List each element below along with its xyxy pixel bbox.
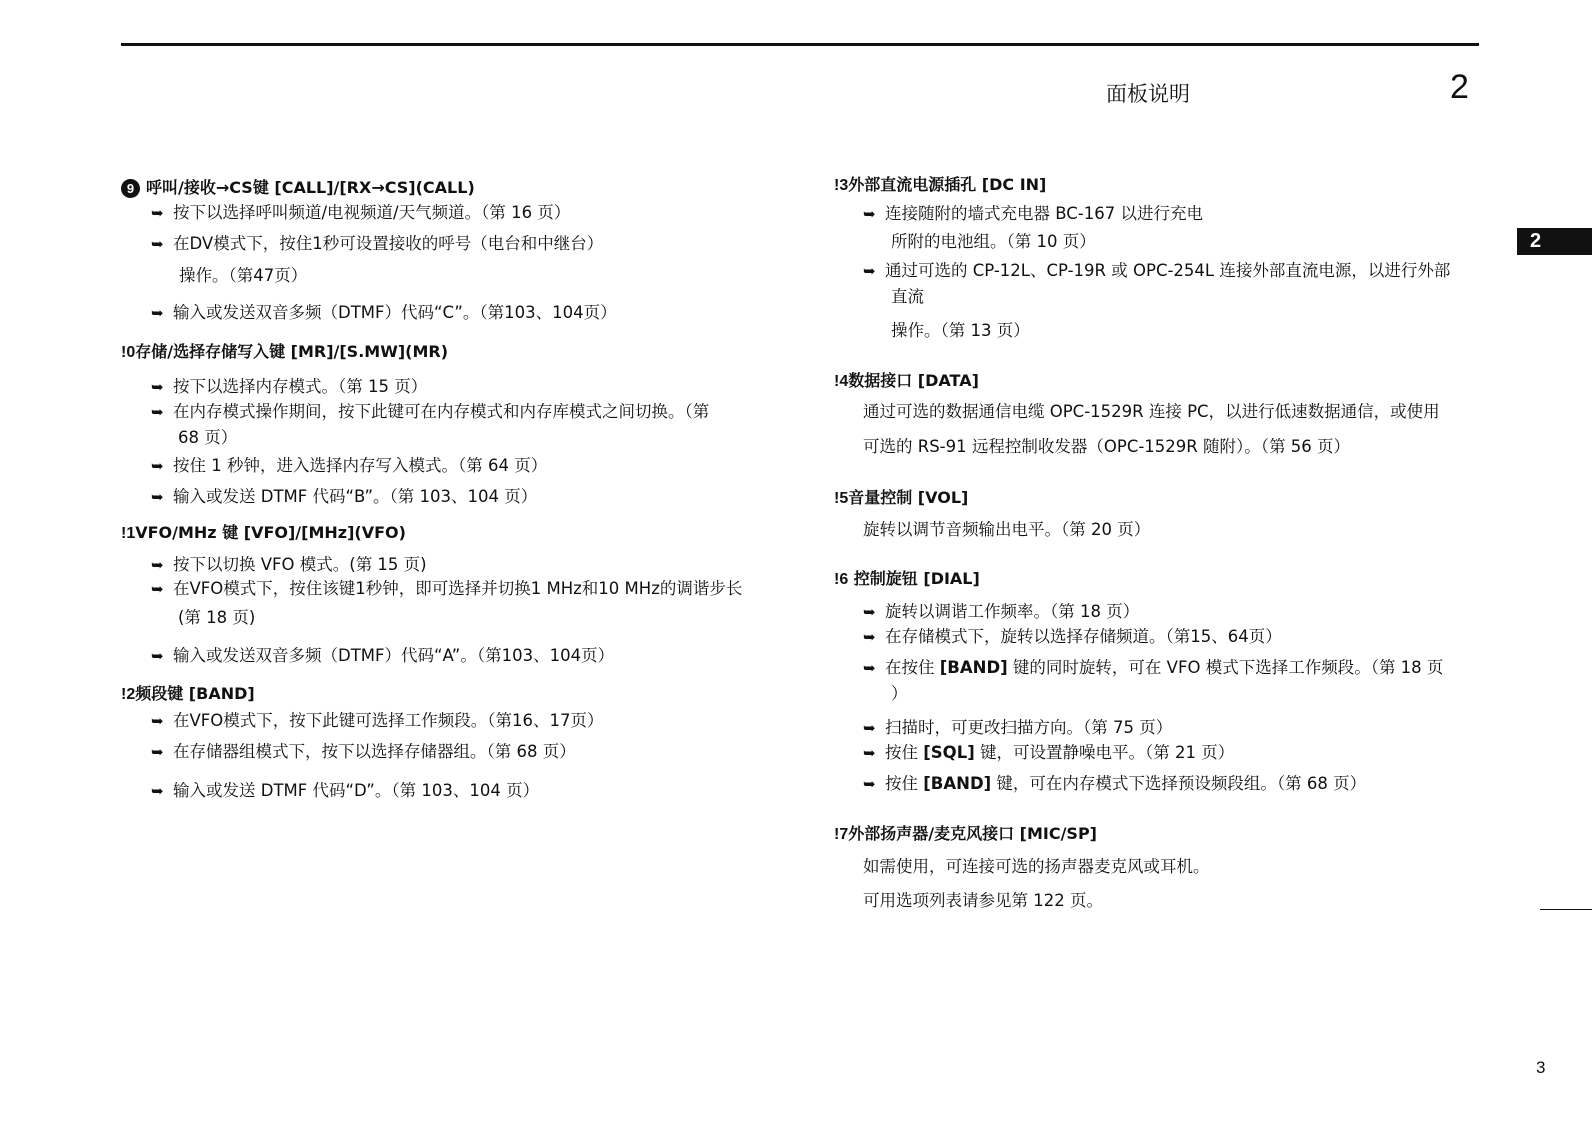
- bullet-arrow-icon: ➥: [151, 403, 164, 421]
- section-9-heading: [121, 178, 475, 198]
- bullet-arrow-icon: ➥: [151, 378, 164, 396]
- chapter-number: 2: [1450, 68, 1469, 106]
- section-marker: !5: [834, 490, 849, 507]
- section-14-heading: [834, 371, 979, 392]
- section-10-heading: [121, 342, 448, 363]
- bullet-arrow-icon: ➥: [151, 580, 164, 598]
- list-item: ➥ 在按住 [BAND] 键的同时旋转，可在 VFO 模式下选择工作频段。（第 18 页: [885, 656, 1443, 680]
- page-number: 3: [1536, 1058, 1546, 1077]
- list-item: ➥ 按下以切换 VFO 模式。(第 15 页): [173, 553, 427, 577]
- section-title: 外部直流电源插孔 [DC IN]: [848, 175, 1047, 194]
- section-marker: 9: [121, 179, 140, 198]
- bullet-arrow-icon: ➥: [863, 205, 876, 223]
- section-marker: !6: [834, 571, 849, 588]
- section-marker: !2: [121, 686, 136, 703]
- section-marker: !0: [121, 344, 136, 361]
- list-item: ➥ 按住 1 秒钟，进入选择内存写入模式。（第 64 页）: [173, 454, 547, 478]
- list-item-continuation: 操作。（第47页）: [179, 266, 308, 285]
- section-marker: !3: [834, 177, 849, 194]
- list-item: ➥ 在VFO模式下，按下此键可选择工作频段。（第16、17页）: [173, 709, 604, 733]
- bullet-arrow-icon: ➥: [151, 204, 164, 222]
- list-item-continuation: ）: [891, 684, 908, 703]
- section-marker: !7: [834, 826, 849, 843]
- bullet-arrow-icon: ➥: [151, 556, 164, 574]
- list-item-continuation: 68 页）: [178, 428, 238, 447]
- list-item: ➥ 在VFO模式下，按住该键1秒钟，即可选择并切换1 MHz和10 MHz的调谐步长: [173, 577, 742, 601]
- bullet-arrow-icon: ➥: [863, 659, 876, 677]
- list-item: ➥ 在DV模式下，按住1秒可设置接收的呼号（电台和中继台）: [173, 232, 603, 256]
- bullet-arrow-icon: ➥: [863, 628, 876, 646]
- bullet-arrow-icon: ➥: [151, 235, 164, 253]
- section-title: 呼叫/接收→CS键 [CALL]/[RX→CS](CALL): [146, 178, 475, 197]
- list-item: ➥ 在存储模式下，旋转以选择存储频道。（第15、64页）: [885, 625, 1282, 649]
- section-17-heading: [834, 824, 1097, 845]
- paragraph-line: 可选的 RS-91 远程控制收发器（OPC-1529R 随附）。（第 56 页）: [863, 437, 1350, 456]
- paragraph-line: 通过可选的数据通信电缆 OPC-1529R 连接 PC，以进行低速数据通信，或使用: [863, 402, 1440, 421]
- bullet-arrow-icon: ➥: [151, 743, 164, 761]
- list-item-continuation: 操作。（第 13 页）: [891, 321, 1030, 340]
- section-title: 数据接口 [DATA]: [848, 371, 979, 390]
- section-12-heading: [121, 684, 255, 705]
- section-title: VFO/MHz 键 [VFO]/[MHz](VFO): [135, 523, 406, 542]
- bullet-arrow-icon: ➥: [151, 304, 164, 322]
- list-item: ➥ 按下以选择内存模式。（第 15 页）: [173, 375, 427, 399]
- list-item: ➥ 通过可选的 CP-12L、CP-19R 或 OPC-254L 连接外部直流电源，以进行外部: [885, 259, 1450, 283]
- list-item: ➥ 输入或发送 DTMF 代码“D”。（第 103、104 页）: [173, 779, 539, 803]
- side-rule: [1540, 909, 1592, 910]
- bullet-arrow-icon: ➥: [863, 744, 876, 762]
- list-item: ➥ 连接随附的墙式充电器 BC-167 以进行充电: [885, 202, 1203, 226]
- section-title: 外部扬声器/麦克风接口 [MIC/SP]: [848, 824, 1097, 843]
- section-11-heading: [121, 523, 406, 544]
- list-item: ➥ 输入或发送 DTMF 代码“B”。（第 103、104 页）: [173, 485, 537, 509]
- paragraph-line: 如需使用，可连接可选的扬声器麦克风或耳机。: [863, 857, 1210, 876]
- list-item-continuation: (第 18 页): [178, 608, 256, 627]
- bullet-arrow-icon: ➥: [151, 647, 164, 665]
- top-rule: [121, 43, 1479, 46]
- section-title: 音量控制 [VOL]: [848, 488, 969, 507]
- paragraph-line: 旋转以调节音频输出电平。（第 20 页）: [863, 520, 1151, 539]
- bullet-arrow-icon: ➥: [151, 712, 164, 730]
- bullet-arrow-icon: ➥: [863, 603, 876, 621]
- list-item: ➥ 按住 [BAND] 键，可在内存模式下选择预设频段组。（第 68 页）: [885, 772, 1366, 796]
- bullet-arrow-icon: ➥: [151, 782, 164, 800]
- bullet-arrow-icon: ➥: [151, 488, 164, 506]
- list-item: ➥ 按下以选择呼叫频道/电视频道/天气频道。（第 16 页）: [173, 201, 570, 225]
- list-item: ➥ 在存储器组模式下，按下以选择存储器组。（第 68 页）: [173, 740, 576, 764]
- list-item: ➥ 在内存模式操作期间，按下此键可在内存模式和内存库模式之间切换。（第: [173, 400, 709, 424]
- bullet-arrow-icon: ➥: [863, 262, 876, 280]
- list-item: ➥ 旋转以调谐工作频率。（第 18 页）: [885, 600, 1139, 624]
- page-title: 面板说明: [1106, 82, 1190, 106]
- list-item-continuation: 直流: [891, 287, 924, 306]
- bullet-arrow-icon: ➥: [863, 775, 876, 793]
- paragraph-line: 可用选项列表请参见第 122 页。: [863, 891, 1103, 910]
- chapter-tab: 2: [1517, 228, 1592, 255]
- section-16-heading: [834, 569, 980, 590]
- list-item: ➥ 输入或发送双音多频（DTMF）代码“A”。（第103、104页）: [173, 644, 614, 668]
- bullet-arrow-icon: ➥: [151, 457, 164, 475]
- list-item-continuation: 所附的电池组。（第 10 页）: [891, 232, 1096, 251]
- section-title: 存储/选择存储写入键 [MR]/[S.MW](MR): [135, 342, 449, 361]
- section-marker: !4: [834, 373, 849, 390]
- list-item: ➥ 扫描时，可更改扫描方向。（第 75 页）: [885, 716, 1172, 740]
- list-item: ➥ 按住 [SQL] 键，可设置静噪电平。（第 21 页）: [885, 741, 1234, 765]
- section-15-heading: [834, 488, 968, 509]
- section-title: 控制旋钮 [DIAL]: [848, 569, 980, 588]
- section-marker: !1: [121, 525, 136, 542]
- list-item: ➥ 输入或发送双音多频（DTMF）代码“C”。（第103、104页）: [173, 301, 617, 325]
- section-title: 频段键 [BAND]: [135, 684, 255, 703]
- bullet-arrow-icon: ➥: [863, 719, 876, 737]
- section-13-heading: [834, 175, 1046, 196]
